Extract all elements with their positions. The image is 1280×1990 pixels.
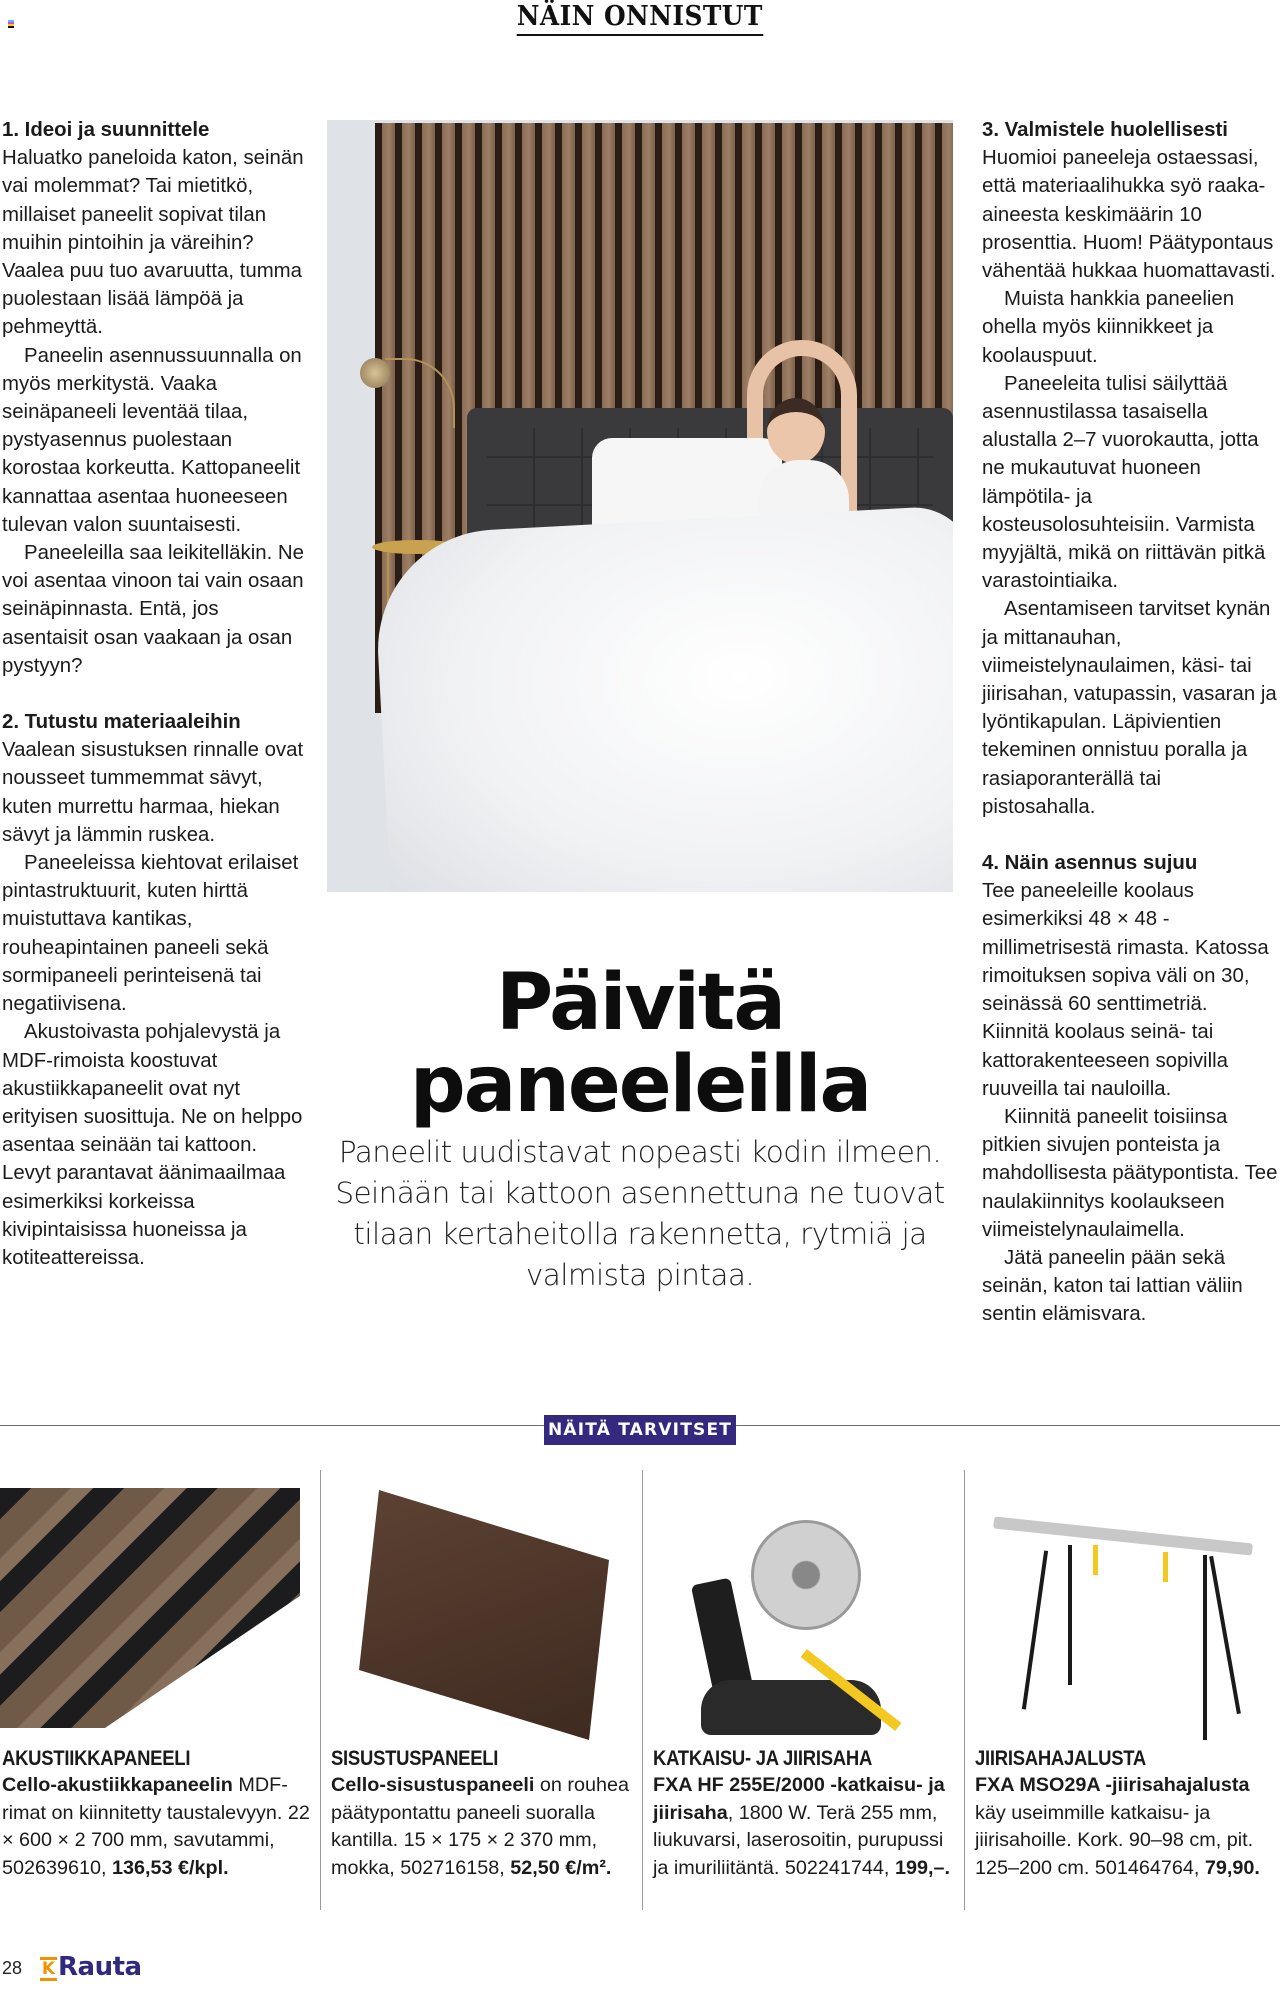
- product-name: Cello-akustiikkapaneelin: [2, 1774, 233, 1797]
- duvet: [372, 505, 953, 892]
- product-image-miter-saw: [651, 1470, 951, 1740]
- section-header: [0, 0, 1280, 36]
- step-3-paragraph-4: Asentamiseen tarvitset kynän ja mittanauhan, viimeistelynaulaimen, käsi- tai jiirisahan, vatupassin, vasaran ja lyöntikapulan. Läpivientien tekeminen onnistuu poralla ja rasiaporanterällä tai pistosahalla.: [982, 598, 1277, 818]
- product-list: [0, 1470, 1280, 1920]
- product-price: 136,53 €/kpl.: [112, 1856, 229, 1879]
- step-4-paragraph-2: Kiinnitä paneelit toisiinsa pitkien sivujen ponteista ja mahdollisesta päätypontista. Tee naulakiinnitys koolaukseen viimeistelynaulaimella.: [982, 1105, 1278, 1241]
- logo-wordmark: Rauta: [58, 1952, 142, 1982]
- product-acoustic-panel[interactable]: [0, 1470, 322, 1910]
- step-1-paragraph-3: Paneeleilla saa leikitelläkin. Ne voi asentaa vinoon tai vain osaan seinäpinnasta. Entä, jos asentaisit osan vaakaan ja osan pystyyn?: [2, 542, 304, 677]
- k-logo-icon: K: [41, 1959, 56, 1979]
- product-name: FXA MSO29A -jiirisahajalusta: [975, 1774, 1250, 1797]
- product-details: MDF-rimat on kiinnitetty taustalevyyn. 22 × 600 × 2 700 mm, savutammi, 502639610,: [2, 1774, 310, 1879]
- article-title-block: [327, 958, 953, 1296]
- product-interior-panel[interactable]: [320, 1470, 642, 1910]
- product-image-acoustic-panel: [0, 1470, 300, 1740]
- article-lead: Paneelit uudistavat nopeasti kodin ilmeen. Seinään tai kattoon asennettuna ne tuovat tilaan kertaheitolla rakennetta, rytmiä ja valmista pintaa.: [335, 1135, 945, 1292]
- product-price: 79,90.: [1204, 1856, 1260, 1879]
- step-4-paragraph-3: Jätä paneelin pään sekä seinän, katon tai lattian väliin sentin elämisvara.: [982, 1246, 1243, 1326]
- step-3-heading: 3. Valmistele huolellisesti: [982, 119, 1228, 141]
- miter-saw-icon: [691, 1490, 891, 1740]
- step-4-paragraph-1: Tee paneeleille koolaus esimerkiksi 48 × 48 -millimetrisestä rimasta. Katossa rimoituksen sopiva väli on 30, seinässä 60 senttimetriä. Kiinnitä koolaus seinä- tai kattorakenteeseen sopivilla ruuveilla tai nauloilla.: [982, 880, 1269, 1100]
- step-2-materiaalit: [2, 708, 307, 1272]
- product-description: [2, 1745, 312, 1882]
- title-line-2: paneeleilla: [409, 1040, 871, 1130]
- article-title: [327, 958, 953, 1130]
- tools-badge: NÄITÄ TARVITSET: [544, 1415, 736, 1445]
- step-1-heading: 1. Ideoi ja suunnittele: [2, 119, 210, 141]
- step-4-asennus: [982, 849, 1280, 1328]
- product-image-saw-stand: [973, 1470, 1273, 1740]
- step-2-paragraph-3: Akustoivasta pohjalevystä ja MDF-rimoista koostuvat akustiikkapaneelit ovat nyt erityisen suosittuja. Ne on helppo asentaa seinään tai kattoon. Levyt parantavat äänimaailmaa esimerkiksi korkeissa kivipintaisissa huoneissa ja kotiteattereissa.: [2, 1021, 303, 1269]
- page-number: 28: [2, 1958, 23, 1978]
- product-price: 52,50 €/m².: [510, 1856, 612, 1879]
- product-name: Cello-sisustuspaneeli: [331, 1774, 535, 1797]
- interior-panel-board: [359, 1490, 609, 1740]
- product-description: [653, 1745, 963, 1882]
- product-price: 199,–.: [894, 1856, 950, 1879]
- step-3-paragraph-3: Paneeleita tulisi säilyttää asennustilassa tasaisella alustalla 2–7 vuorokautta, jotta ne mukautuvat huoneen lämpötila- ja kosteusolosuhteisiin. Varmista myyjältä, mikä on riittävän pitkä varastointiaika.: [982, 372, 1266, 593]
- product-details: on rouhea päätypontattu paneeli suoralla kantilla. 15 × 175 × 2 370 mm, mokka, 502716158,: [331, 1774, 629, 1879]
- product-category: JIIRISAHAJALUSTA: [975, 1747, 1147, 1770]
- product-image-interior-panel: [329, 1470, 629, 1740]
- left-column: [2, 116, 307, 1272]
- section-title: NÄIN ONNISTUT: [517, 0, 763, 36]
- title-line-1: Päivitä: [496, 958, 784, 1048]
- saw-stand-rail: [993, 1516, 1253, 1555]
- product-description: [331, 1745, 641, 1882]
- acoustic-panel-slats: [0, 1488, 300, 1728]
- product-description: [975, 1745, 1280, 1882]
- step-4-heading: 4. Näin asennus sujuu: [982, 852, 1198, 875]
- step-3-paragraph-2: Muista hankkia paneelien ohella myös kiinnikkeet ja koolauspuut.: [982, 288, 1235, 367]
- product-category: SISUSTUSPANEELI: [331, 1747, 499, 1770]
- step-1-ideoi: [2, 116, 307, 680]
- product-category: AKUSTIIKKAPANEELI: [2, 1747, 191, 1770]
- person-head: [767, 398, 825, 464]
- hero-photo: [327, 120, 953, 892]
- product-details: , 1800 W. Terä 255 mm, liukuvarsi, laserosoitin, purupussi ja imuriliitäntä. 502241744,: [653, 1801, 944, 1879]
- step-1-paragraph-1: Haluatko paneloida katon, seinän vai molemmat? Tai mietitkö, millaiset paneelit sopivat tilan muihin pintoihin ja väreihin? Vaalea puu tuo avaruutta, tumma puolestaan lisää lämpöä ja pehmeyttä.: [2, 147, 304, 339]
- step-3-valmistele: [982, 116, 1280, 821]
- step-2-heading: 2. Tutustu materiaaleihin: [2, 711, 241, 734]
- k-rauta-logo: [40, 1953, 142, 1981]
- step-3-paragraph-1: Huomioi paneeleja ostaessasi, että materiaalihukka syö raaka-aineesta keskimäärin 10 prosenttia. Huom! Päätypontaus vähentää hukkaa huomattavasti.: [982, 147, 1276, 283]
- product-name: FXA HF 255E/2000 -katkaisu- ja jiirisaha: [653, 1774, 945, 1824]
- product-details: käy useimmille katkaisu- ja jiirisahoille. Kork. 90–98 cm, pit. 125–200 cm. 501464764,: [975, 1801, 1254, 1879]
- step-1-paragraph-2: Paneelin asennussuunnalla on myös merkitystä. Vaaka seinäpaneeli leventää tilaa, pystyasennus puolestaan korostaa korkeutta. Kattopaneelit kannattaa asentaa huoneeseen tulevan valon suuntaisesti.: [2, 344, 302, 536]
- step-2-paragraph-2: Paneeleissa kiehtovat erilaiset pintastruktuurit, kuten hirttä muistuttava kantikas, rouheapintainen paneeli sekä sormipaneeli perinteisenä tai negatiivisena.: [2, 852, 299, 1016]
- product-miter-saw[interactable]: [642, 1470, 964, 1910]
- product-saw-stand[interactable]: [964, 1470, 1280, 1910]
- step-2-paragraph-1: Vaalean sisustuksen rinnalle ovat nousseet tummemmat sävyt, kuten murrettu harmaa, hiekan sävyt ja lämmin ruskea.: [2, 739, 304, 846]
- product-category: KATKAISU- JA JIIRISAHA: [653, 1747, 873, 1770]
- right-column: [982, 116, 1280, 1329]
